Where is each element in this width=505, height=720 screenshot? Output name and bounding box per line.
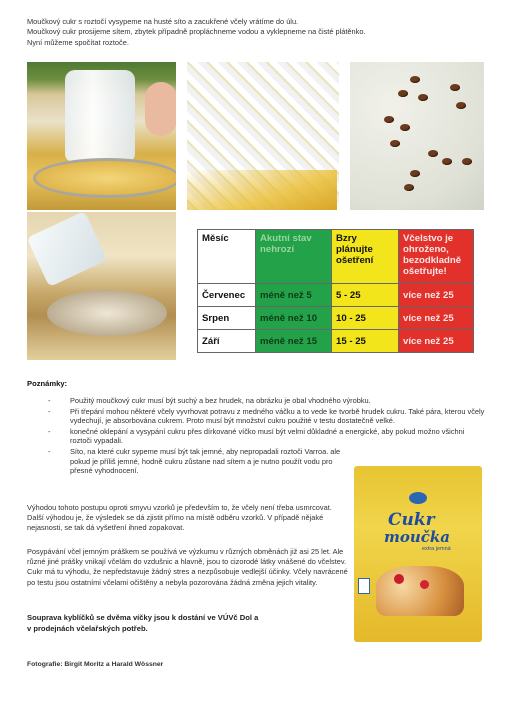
sugar-package-image (354, 466, 482, 642)
photo-sugar-on-mesh (187, 62, 339, 210)
mite-threshold-table (197, 229, 474, 353)
cell-yellow: 15 - 25 (336, 336, 366, 347)
table-row (198, 284, 474, 307)
berry-icon (420, 580, 429, 589)
package-subtitle: extra jemná (422, 546, 451, 552)
cell-red: více než 25 (403, 336, 454, 347)
intro-line: Moučkový cukr s roztočí vysypeme na husté síto a zacukřené včely vrátíme do úlu. (27, 17, 299, 26)
notes-title: Poznámky: (27, 379, 68, 388)
cake-illustration (376, 566, 464, 616)
header-no-risk: Akutní stav nehrozí (260, 233, 312, 255)
header-month: Měsíc (202, 233, 229, 244)
cell-green: méně než 15 (260, 336, 318, 347)
package-brand: Cukr (388, 510, 435, 530)
brand-badge-icon (409, 492, 427, 504)
photo-varroa-mites (350, 62, 484, 210)
intro-line: Moučkový cukr prosijeme sítem, zbytek případně propláchneme vodou a vyklepneme na čisté plátěnko. (27, 27, 366, 37)
notes-list (48, 396, 488, 477)
cell-yellow: 5 - 25 (336, 290, 361, 301)
photo-credit: Fotografie: Birgit Moritz a Harald Wössner (27, 661, 164, 668)
cell-month: Srpen (202, 313, 230, 324)
availability-line: Souprava kyblíčků se dvěma víčky jsou k dostání ve VÚVč Dol a (27, 613, 259, 622)
paragraph-research: Posypávání včel jemným práškem se používá ve výzkumu v různých obměnách již asi 25 let. Ale různé jiné prášky vnikají včelám do vzdušnic a hlavně, jsou to cizorodé látky vnášené do včelstev. Cukr má tu výhodu, že nepředstavuje žádný stres a nezpůsobuje vedlejší účinky. Včely navrácené po testu jsou ostatními včelami očištěny a nebyla pozorována žádná změna jejich vitality. (27, 547, 348, 587)
cell-month: Červenec (202, 290, 246, 301)
table-header-row (198, 230, 474, 284)
table-row (198, 307, 474, 330)
cell-green: méně než 10 (260, 313, 318, 324)
cell-yellow: 10 - 25 (336, 313, 366, 324)
list-item: - Při třepání mohou některé včely vyvrhovat potravu z medného váčku a to vede ke tvorbě hrudek cukru. Také pára, kterou včely vydechují, je absorbována cukrem. Proto musí být množství cukru použité v testu dostatečně velké. (48, 407, 488, 426)
intro-text (27, 17, 487, 48)
header-plan-treatment: Bzry plánujte ošetření (336, 233, 374, 266)
recycle-logo-icon (358, 578, 370, 594)
table-row (198, 330, 474, 353)
cell-green: méně než 5 (260, 290, 312, 301)
cell-red: více než 25 (403, 290, 454, 301)
photo-sugar-sieving (27, 62, 176, 210)
availability-note (27, 613, 357, 634)
paragraph-advantages: Výhodou tohoto postupu oproti smyvu vzorků je především to, že včely není třeba usmrcovat. Další výhodou je, že výsledek se dá zjistit přímo na místě odběru vzorků. V případě nějaké nejasnosti, se tak dá vyšetření ihned zopakovat. (27, 503, 332, 533)
header-urgent: Včelstvo je ohroženo, bezodkladně ošetřujte! (403, 233, 462, 277)
cell-red: více než 25 (403, 313, 454, 324)
berry-icon (394, 574, 404, 584)
list-item: - konečné oklepání a vysypání cukru přes dírkované víčko musí být velmi důkladné a energické, aby pokud možno všichni roztoči vypadali. (48, 427, 488, 446)
list-item: - Síto, na které cukr sypeme musí být tak jemné, aby nepropadali roztoči Varroa. ale pokud je příliš jemné, hodně cukru zůstane nad sítem a je nutno použít vodu pro přesné vyhodnocení. (48, 447, 342, 476)
cell-month: Září (202, 336, 220, 347)
intro-line: Nyní můžeme spočítat roztoče. (27, 37, 129, 47)
list-item: - Použitý moučkový cukr musí být suchý a bez hrudek, na obrázku je obal vhodného výrobku. (48, 396, 488, 406)
availability-line: v prodejnách včelařských potřeb. (27, 623, 148, 633)
photo-sugar-shaking (27, 212, 176, 360)
package-product: moučka (384, 528, 451, 546)
